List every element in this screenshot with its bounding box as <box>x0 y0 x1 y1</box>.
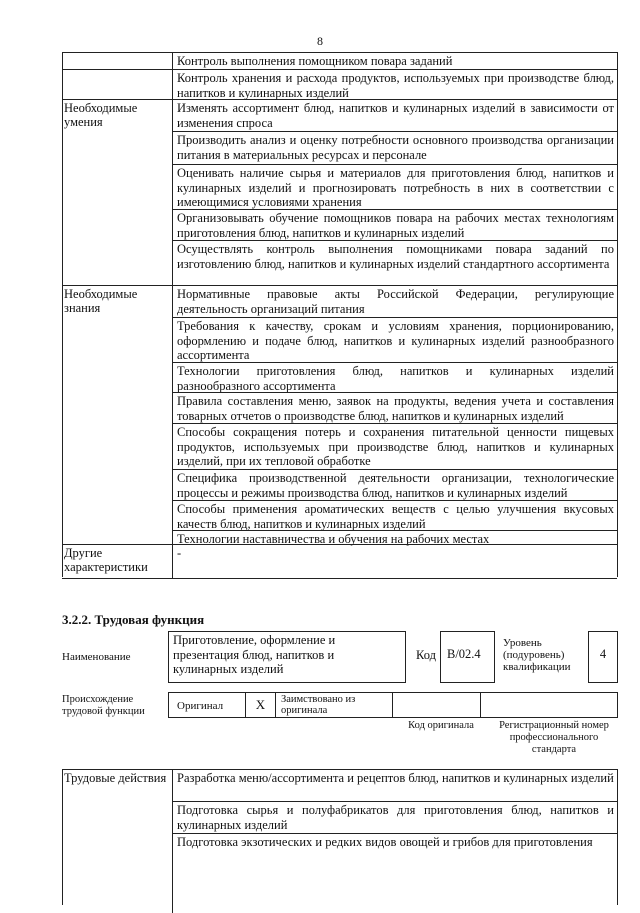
row-text: Подготовка экзотических и редких видов овощей и грибов для приготовления <box>172 833 617 913</box>
code-original-cell <box>392 693 481 717</box>
original-mark: X <box>245 693 276 717</box>
code-label: Код <box>416 648 436 662</box>
table-row <box>62 99 617 131</box>
row-text: Технологии приготовления блюд, напитков и кулинарных изделий разнообразного ассортимента <box>172 362 617 392</box>
row-text: Специфика производственной деятельности организации, технологические процессы и режимы производства блюд, напитков и кулинарных изделий <box>172 469 617 500</box>
table-row <box>62 69 617 100</box>
row-label-actions: Трудовые действия <box>64 771 167 785</box>
section-title: 3.2.2. Трудовая функция <box>62 612 205 627</box>
table-row <box>62 769 617 801</box>
code-original-caption: Код оригинала <box>408 720 474 731</box>
table-row <box>62 316 617 362</box>
row-text: Способы применения ароматических веществ с целью улучшения вкусовых качеств блюд, напитков и кулинарных изделий <box>172 500 617 530</box>
table-row <box>62 544 617 579</box>
code-value: B/02.4 <box>440 631 495 683</box>
row-text: Оценивать наличие сырья и материалов для приготовления блюд, напитков и кулинарных изделий и прогнозировать потребность в них в соответствии с имеющимися условиями хранения <box>172 164 617 209</box>
table-row <box>62 285 617 317</box>
row-text: Требования к качеству, срокам и условиям хранения, порционированию, оформлению и подаче блюд, напитков и кулинарных изделий разнообразного ассортимента <box>172 317 617 362</box>
table1-right-border <box>617 52 618 577</box>
table2-right-border <box>617 769 618 905</box>
name-label: Наименование <box>62 651 131 663</box>
row-text: Организовывать обучение помощников повара на рабочих местах технологиям приготовления блюд, напитков и кулинарных изделий <box>172 209 617 240</box>
reg-number-caption: Регистрационный номер профессионального стандарта <box>499 720 609 755</box>
table-row <box>62 422 617 469</box>
row-text: Производить анализ и оценку потребности основного производства организации питания в материальных ресурсах и персонале <box>172 131 617 164</box>
row-text: - <box>172 545 617 578</box>
row-text: Способы сокращения потерь и сохранения питательной ценности пищевых продуктов, используемых при производстве блюд, напитков и кулинарных изделий, при их тепловой обработке <box>172 423 617 469</box>
table-row <box>62 499 617 530</box>
row-label-knowledge: Необходимые знания <box>64 287 138 315</box>
function-name-value: Приготовление, оформление и презентация блюд, напитков и кулинарных изделий <box>168 631 406 683</box>
row-text: Разработка меню/ассортимента и рецептов блюд, напитков и кулинарных изделий <box>172 770 617 801</box>
table-row <box>62 832 617 913</box>
table-row <box>62 130 617 164</box>
table-row <box>62 529 617 545</box>
row-text: Подготовка сырья и полуфабрикатов для приготовления блюд, напитков и кулинарных изделий <box>172 801 617 833</box>
origin-label: Происхождение трудовой функции <box>62 694 145 717</box>
origin-box <box>168 692 618 718</box>
original-label: Оригинал <box>177 700 224 712</box>
row-text: Осуществлять контроль выполнения помощниками повара заданий по изготовлению блюд, напитков и кулинарных изделий стандартного ассортимента <box>172 240 617 286</box>
table-row <box>62 391 617 423</box>
page-number: 8 <box>317 34 323 48</box>
row-label-other: Другие характеристики <box>64 546 148 574</box>
row-text: Контроль хранения и расхода продуктов, используемых при производстве блюд, напитков и кулинарных изделий <box>172 70 617 100</box>
row-text: Нормативные правовые акты Российской Федерации, регулирующие деятельность организаций питания <box>172 286 617 317</box>
table-row <box>62 800 617 833</box>
table-row <box>62 361 617 392</box>
level-label: Уровень (подуровень) квалификации <box>503 637 571 673</box>
borrowed-label: Заимствовано из оригинала <box>281 694 356 716</box>
table-row <box>62 468 617 500</box>
row-text: Контроль выполнения помощником повара заданий <box>172 53 617 70</box>
row-text: Изменять ассортимент блюд, напитков и кулинарных изделий в зависимости от изменения спроса <box>172 100 617 131</box>
table-row <box>62 239 617 286</box>
table-row <box>62 52 617 70</box>
level-value: 4 <box>588 631 618 683</box>
table-row <box>62 163 617 209</box>
row-label-skills: Необходимые умения <box>64 101 138 129</box>
row-text: Технологии наставничества и обучения на рабочих местах <box>172 530 617 545</box>
row-text: Правила составления меню, заявок на продукты, ведения учета и составления товарных отчетов о производстве блюд, напитков и кулинарных изделий <box>172 392 617 423</box>
table-row <box>62 208 617 240</box>
